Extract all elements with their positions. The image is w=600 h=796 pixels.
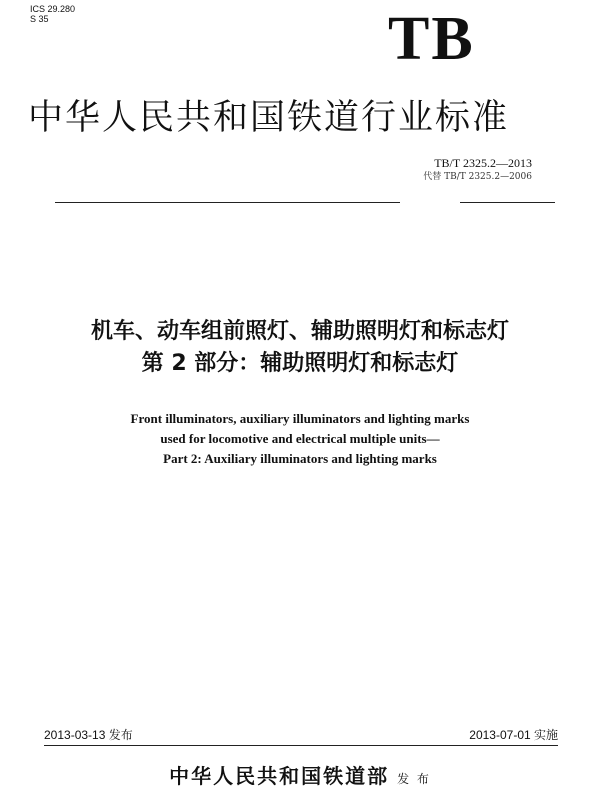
issuer-name: 中华人民共和国铁道部	[169, 764, 390, 788]
title-en-line1: Front illuminators, auxiliary illuminators and lighting marks	[130, 411, 470, 426]
title-en-line3: Part 2: Auxiliary illuminators and lighting marks	[163, 451, 437, 466]
title-en-line2: used for locomotive and electrical multiple units—	[160, 431, 440, 446]
footer-divider	[44, 745, 558, 746]
title-zh-line2: 第 2 部分：辅助照明灯和标志灯	[141, 351, 459, 376]
replaces-note: 代替 TB/T 2325.2—2006	[423, 172, 532, 182]
issue-date: 2013-03-13 发布	[44, 728, 133, 742]
standard-number: TB/T 2325.2—2013	[434, 156, 532, 170]
tb-logo: TB	[388, 5, 475, 73]
issuer-suffix: 发 布	[397, 772, 431, 786]
header-divider-left	[55, 202, 400, 203]
classification-codes	[30, 4, 75, 24]
implementation-date: 2013-07-01 实施	[469, 728, 558, 742]
ccs-code: S 35	[30, 14, 49, 24]
title-zh-line1: 机车、动车组前照灯、辅助照明灯和标志灯	[90, 319, 509, 344]
standard-name: 中华人民共和国铁道行业标准	[28, 98, 510, 138]
ics-code: ICS 29.280	[30, 4, 76, 14]
issuer	[0, 764, 600, 791]
header-divider-right	[460, 202, 555, 203]
